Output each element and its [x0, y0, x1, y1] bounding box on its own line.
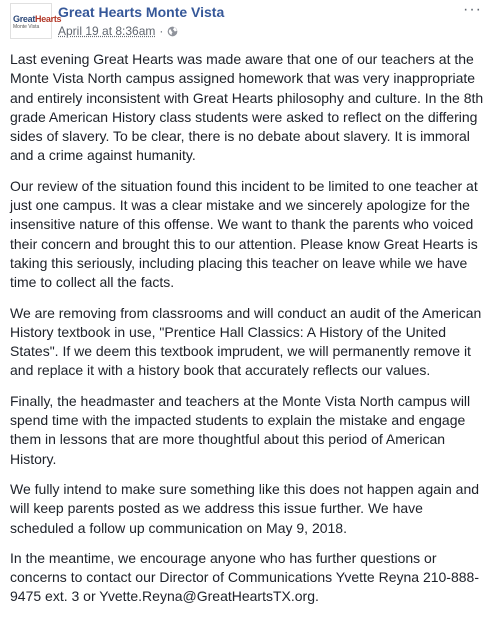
post-header — [0, 0, 494, 42]
meta-separator: · — [159, 24, 164, 38]
post-timestamp[interactable]: April 19 at 8:36am — [58, 24, 156, 38]
globe-icon[interactable] — [167, 26, 178, 37]
avatar-logo-subtext: Monte Vista — [13, 24, 40, 30]
post-paragraph: We are removing from classrooms and will conduct an audit of the American History textbook in use, "Prentice Hall Classics: A History of the United States". If we deem this textbook imprudent, we will permanently remove it and replace it with a history book that accurately reflects our values. — [10, 304, 482, 379]
post-paragraph: We fully intend to make sure something like this does not happen again and will keep parents posted as we address this issue further. We have scheduled a follow up communication on May 9, 2018. — [10, 480, 480, 536]
post-paragraph: Last evening Great Hearts was made aware that one of our teachers at the Monte Vista North campus assigned homework that was very inappropriate and entirely inconsistent with Great Hearts philosophy and culture. In the 8th grade American History class students were asked to reflect on the differing sides of slavery. To be clear, there is no debate about slavery. It is immoral and a crime against humanity. — [10, 51, 484, 164]
post-meta — [58, 24, 178, 38]
post-paragraph: Our review of the situation found this incident to be limited to one teacher at just one campus. It was a clear mistake and we sincerely apologize for the insensitive nature of this offense. We want to thank the parents who voiced their concern and brought this to our attention. Please know Great Hearts is taking this seriously, including placing this teacher on leave while we have time to collect all the facts. — [10, 177, 478, 291]
post-paragraph: Finally, the headmaster and teachers at the Monte Vista North campus will spend time with the impacted students to explain the mistake and engage them in lessons that are more thoughtful about this period of American History. — [10, 392, 471, 467]
avatar-logo-text: GreatHearts — [13, 14, 62, 24]
more-options-icon[interactable]: ··· — [463, 1, 482, 18]
page-avatar[interactable] — [10, 3, 62, 39]
post-body — [10, 50, 484, 618]
post-paragraph: In the meantime, we encourage anyone who has further questions or concerns to contact our Director of Communications Yvette Reyna 210-888-9475 ext. 3 or Yvette.Reyna@GreatHeartsTX.org. — [10, 549, 479, 605]
page-name-link[interactable]: Great Hearts Monte Vista — [58, 4, 225, 20]
